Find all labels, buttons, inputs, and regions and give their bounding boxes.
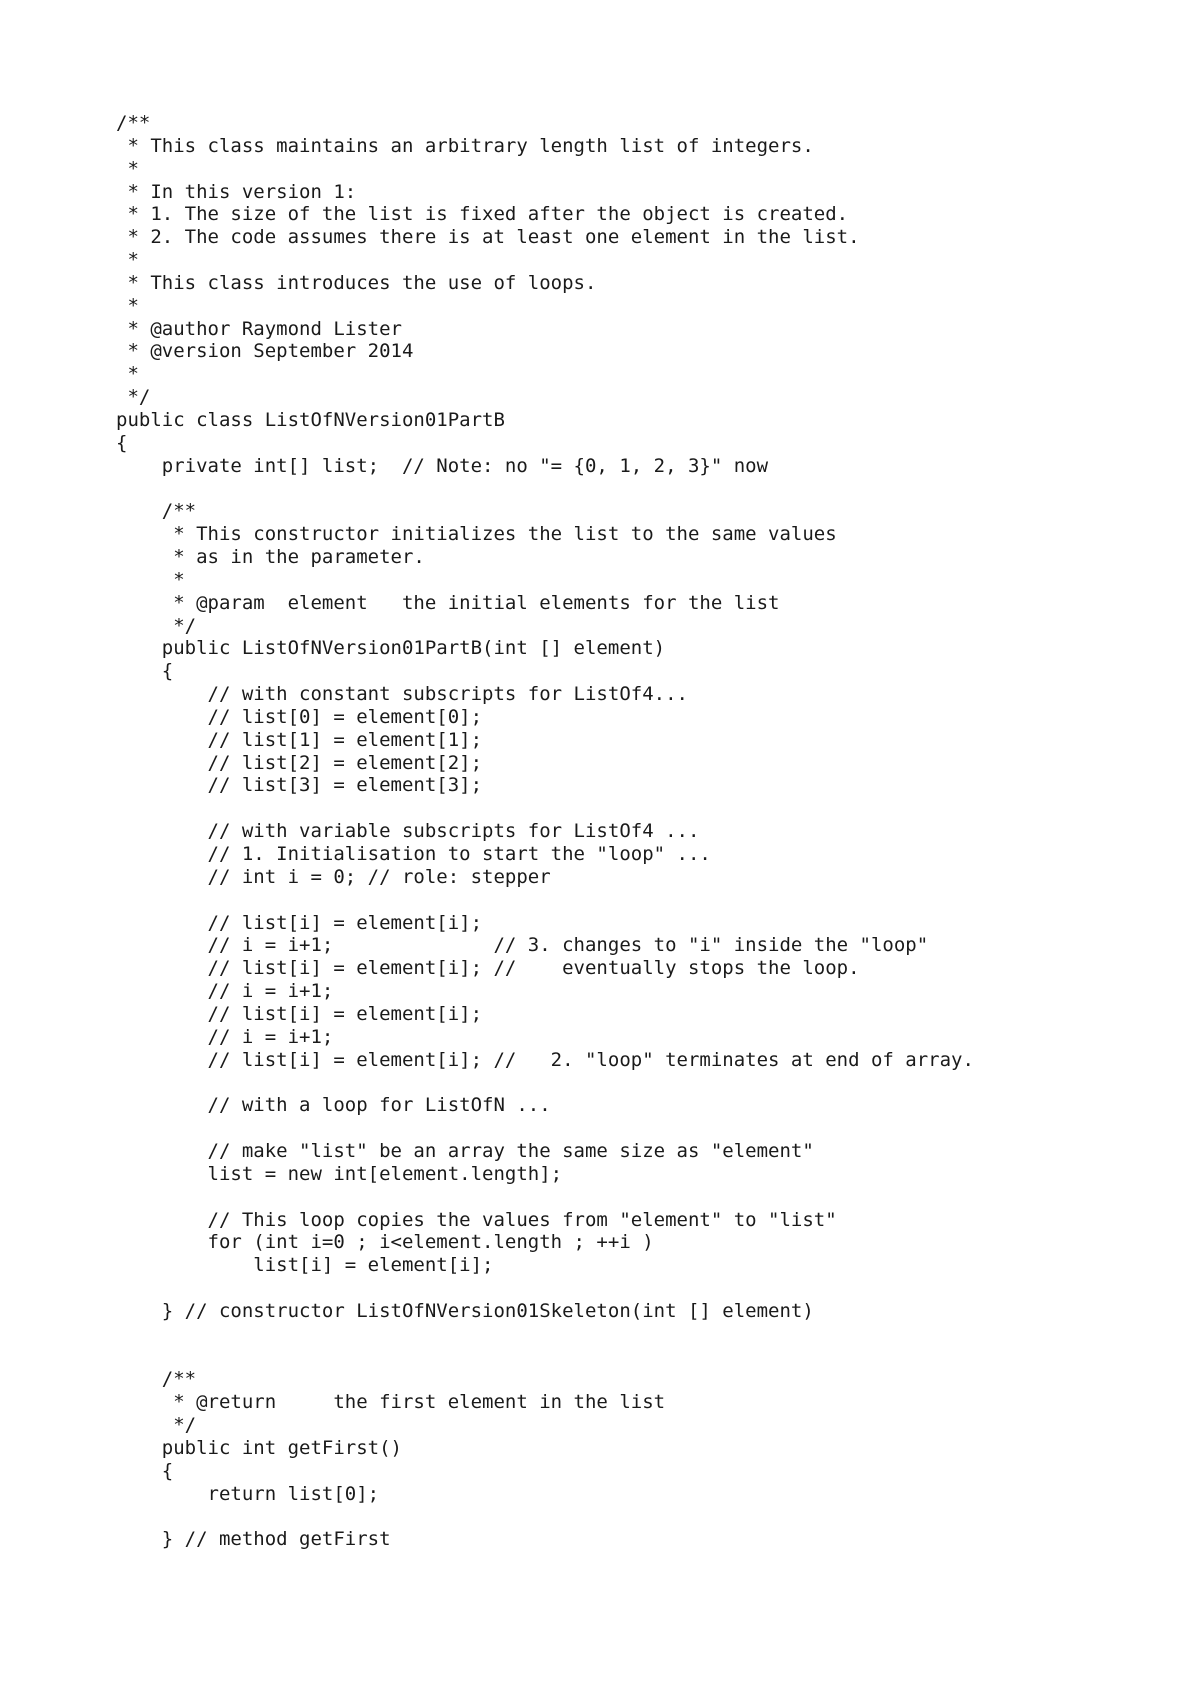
code-line: * This constructor initializes the list to the same values bbox=[116, 523, 837, 546]
code-line: // make "list" be an array the same size as "element" bbox=[116, 1139, 814, 1162]
code-line: * @return the first element in the list bbox=[116, 1391, 666, 1414]
code-line: { bbox=[116, 1459, 174, 1482]
code-line: */ bbox=[116, 386, 151, 409]
code-line bbox=[116, 1071, 974, 1094]
code-line: * This class maintains an arbitrary length list of integers. bbox=[116, 134, 814, 157]
code-line: // list[i] = element[i]; bbox=[116, 911, 483, 934]
code-line bbox=[116, 1323, 974, 1346]
code-line: // list[i] = element[i]; bbox=[116, 1002, 483, 1025]
code-line bbox=[116, 1186, 974, 1209]
code-line bbox=[116, 1277, 974, 1300]
code-line: // i = i+1; // 3. changes to "i" inside the "loop" bbox=[116, 934, 929, 957]
java-source-code bbox=[116, 112, 974, 1551]
code-line: // list[i] = element[i]; // 2. "loop" terminates at end of array. bbox=[116, 1048, 974, 1071]
code-line bbox=[116, 797, 974, 820]
code-line: private int[] list; // Note: no "= {0, 1, 2, 3}" now bbox=[116, 454, 769, 477]
code-line: // list[3] = element[3]; bbox=[116, 774, 483, 797]
code-line: * bbox=[116, 249, 139, 272]
code-line: * bbox=[116, 157, 139, 180]
code-line: // list[i] = element[i]; // eventually stops the loop. bbox=[116, 957, 860, 980]
code-line bbox=[116, 1117, 974, 1140]
code-line: // list[2] = element[2]; bbox=[116, 751, 483, 774]
code-line: * @version September 2014 bbox=[116, 340, 414, 363]
code-line: // This loop copies the values from "element" to "list" bbox=[116, 1208, 837, 1231]
code-line: public ListOfNVersion01PartB(int [] element) bbox=[116, 637, 666, 660]
code-line: public int getFirst() bbox=[116, 1436, 402, 1459]
code-line: */ bbox=[116, 1414, 197, 1437]
code-line: // list[0] = element[0]; bbox=[116, 705, 483, 728]
code-line: /** bbox=[116, 500, 197, 523]
code-line: /** bbox=[116, 1368, 197, 1391]
code-line: */ bbox=[116, 614, 197, 637]
code-line: /** bbox=[116, 112, 151, 134]
code-line: list[i] = element[i]; bbox=[116, 1254, 494, 1277]
code-line bbox=[116, 1505, 974, 1528]
code-line bbox=[116, 1346, 974, 1369]
code-line: list = new int[element.length]; bbox=[116, 1162, 563, 1185]
code-line bbox=[116, 478, 974, 501]
code-line: * bbox=[116, 568, 185, 591]
code-line: // int i = 0; // role: stepper bbox=[116, 865, 551, 888]
code-line: for (int i=0 ; i<element.length ; ++i ) bbox=[116, 1231, 654, 1254]
code-line: * 1. The size of the list is fixed after the object is created. bbox=[116, 203, 849, 226]
code-line: } // constructor ListOfNVersion01Skeleton(int [] element) bbox=[116, 1299, 814, 1322]
code-line: public class ListOfNVersion01PartB bbox=[116, 408, 505, 431]
code-line: { bbox=[116, 660, 174, 683]
code-line: // i = i+1; bbox=[116, 980, 334, 1003]
code-line: { bbox=[116, 431, 128, 454]
code-line: * In this version 1: bbox=[116, 180, 357, 203]
code-line bbox=[116, 889, 974, 912]
code-line: // list[1] = element[1]; bbox=[116, 728, 483, 751]
code-line: // with constant subscripts for ListOf4... bbox=[116, 683, 688, 706]
code-line: // i = i+1; bbox=[116, 1025, 334, 1048]
code-line: * @author Raymond Lister bbox=[116, 317, 402, 340]
code-line: return list[0]; bbox=[116, 1482, 380, 1505]
code-line: * as in the parameter. bbox=[116, 546, 425, 569]
code-line: * 2. The code assumes there is at least one element in the list. bbox=[116, 226, 860, 249]
code-line: * bbox=[116, 294, 139, 317]
code-line: // 1. Initialisation to start the "loop" ... bbox=[116, 843, 711, 865]
code-line: * bbox=[116, 363, 139, 386]
code-line: // with variable subscripts for ListOf4 ... bbox=[116, 820, 700, 843]
code-line: * @param element the initial elements for the list bbox=[116, 591, 780, 614]
code-line: // with a loop for ListOfN ... bbox=[116, 1094, 551, 1117]
code-line: * This class introduces the use of loops. bbox=[116, 271, 597, 294]
code-line: } // method getFirst bbox=[116, 1528, 391, 1551]
